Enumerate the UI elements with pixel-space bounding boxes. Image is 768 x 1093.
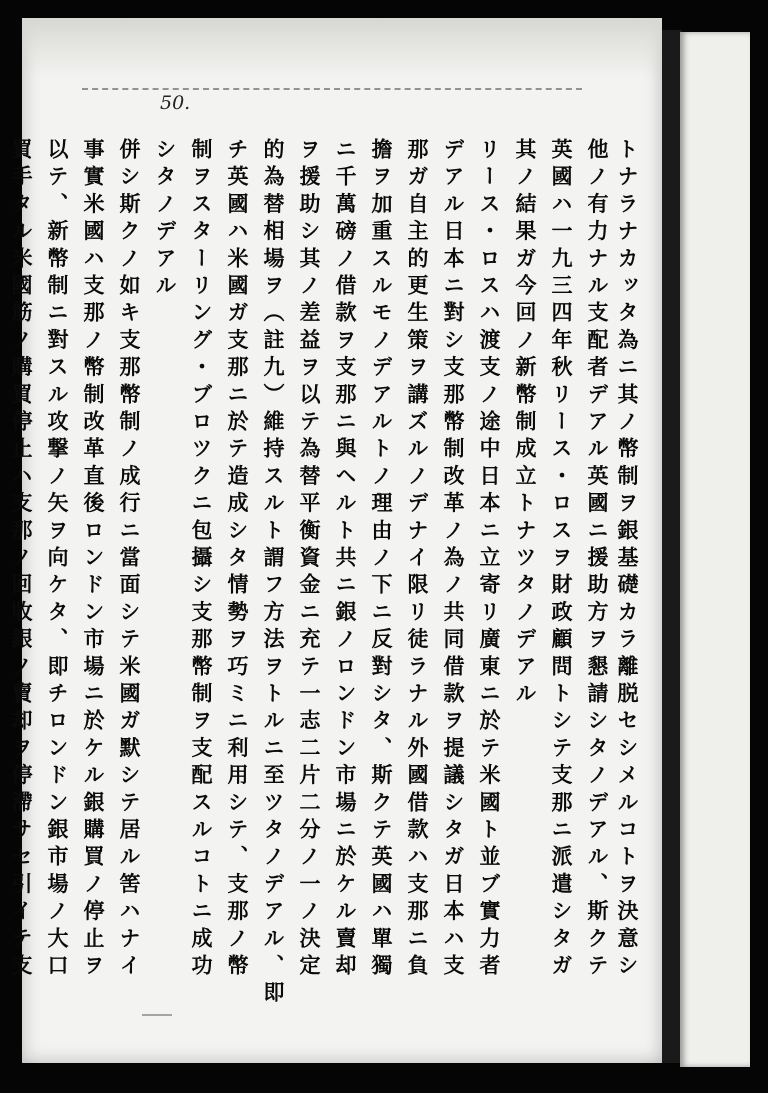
text-column: リース・ロスハ渡支ノ途中日本ニ立寄リ廣東ニ於テ米國ト並ブ實力者 [477, 138, 502, 982]
text-column: 英國ハ一九三四年秋リース・ロスヲ財政顧問トシテ支那ニ派遣シタガ [549, 138, 574, 982]
text-column: 買手タル米國筋ノ購買停止ハ支那ノ回收銀ノ賣却ヲ停滯サセ引イテ支 [9, 138, 34, 982]
scanned-page [9, 18, 662, 1063]
text-column: ヲ援助シ其ノ差益ヲ以テ為替平衡資金ニ充テ一志二片二分ノ一ノ決定 [297, 138, 322, 982]
text-column: デアル日本ニ對シ支那幣制改革ノ為ノ共同借款ヲ提議シタガ日本ハ支 [441, 138, 466, 982]
text-column: シタノデアル [153, 138, 178, 302]
text-column: トナラナカッタ為ニ其ノ幣制ヲ銀基礎カラ離脱セシメルコトヲ決意シ [615, 138, 640, 982]
text-column: 擔ヲ加重スルモノデアルトノ理由ノ下ニ反對シタ、斯クテ英國ハ單獨 [369, 138, 394, 982]
text-column: 事實米國ハ支那ノ幣制改革直後ロンドン市場ニ於ケル銀購買ノ停止ヲ [81, 138, 106, 982]
page-number: 50. [160, 92, 191, 114]
text-column: 的為替相場ヲ（註九）維持スルト謂フ方法ヲトルニ至ツタノデアル、即 [261, 138, 286, 1009]
text-column: 他ノ有力ナル支配者デアル英國ニ援助方ヲ懇請シタノデアル、斯クテ [585, 138, 610, 982]
vertical-text-block [9, 138, 642, 1009]
text-column: 制ヲスターリング・ブロツクニ包攝シ支那幣制ヲ支配スルコトニ成功 [189, 138, 214, 982]
header-rule [82, 88, 582, 90]
text-column: 其ノ結果ガ今回ノ新幣制成立トナツタノデアル [513, 138, 538, 710]
footer-mark [142, 1014, 172, 1016]
text-column: チ英國ハ米國ガ支那ニ於テ造成シタ情勢ヲ巧ミニ利用シテ、支那ノ幣 [225, 138, 250, 982]
text-column: ニ千萬磅ノ借款ヲ支那ニ與ヘルト共ニ銀ノロンドン市場ニ於ケル賣却 [333, 138, 358, 982]
text-column: 併シ斯クノ如キ支那幣制ノ成行ニ當面シテ米國ガ默シテ居ル筈ハナイ [117, 138, 142, 982]
adjacent-page-edge [680, 32, 750, 1067]
text-column: 那ガ自主的更生策ヲ講ズルノデナイ限リ徒ラナル外國借款ハ支那ニ負 [405, 138, 430, 982]
text-column: 以テ、新幣制ニ對スル攻撃ノ矢ヲ向ケタ、即チロンドン銀市場ノ大口 [45, 138, 70, 982]
